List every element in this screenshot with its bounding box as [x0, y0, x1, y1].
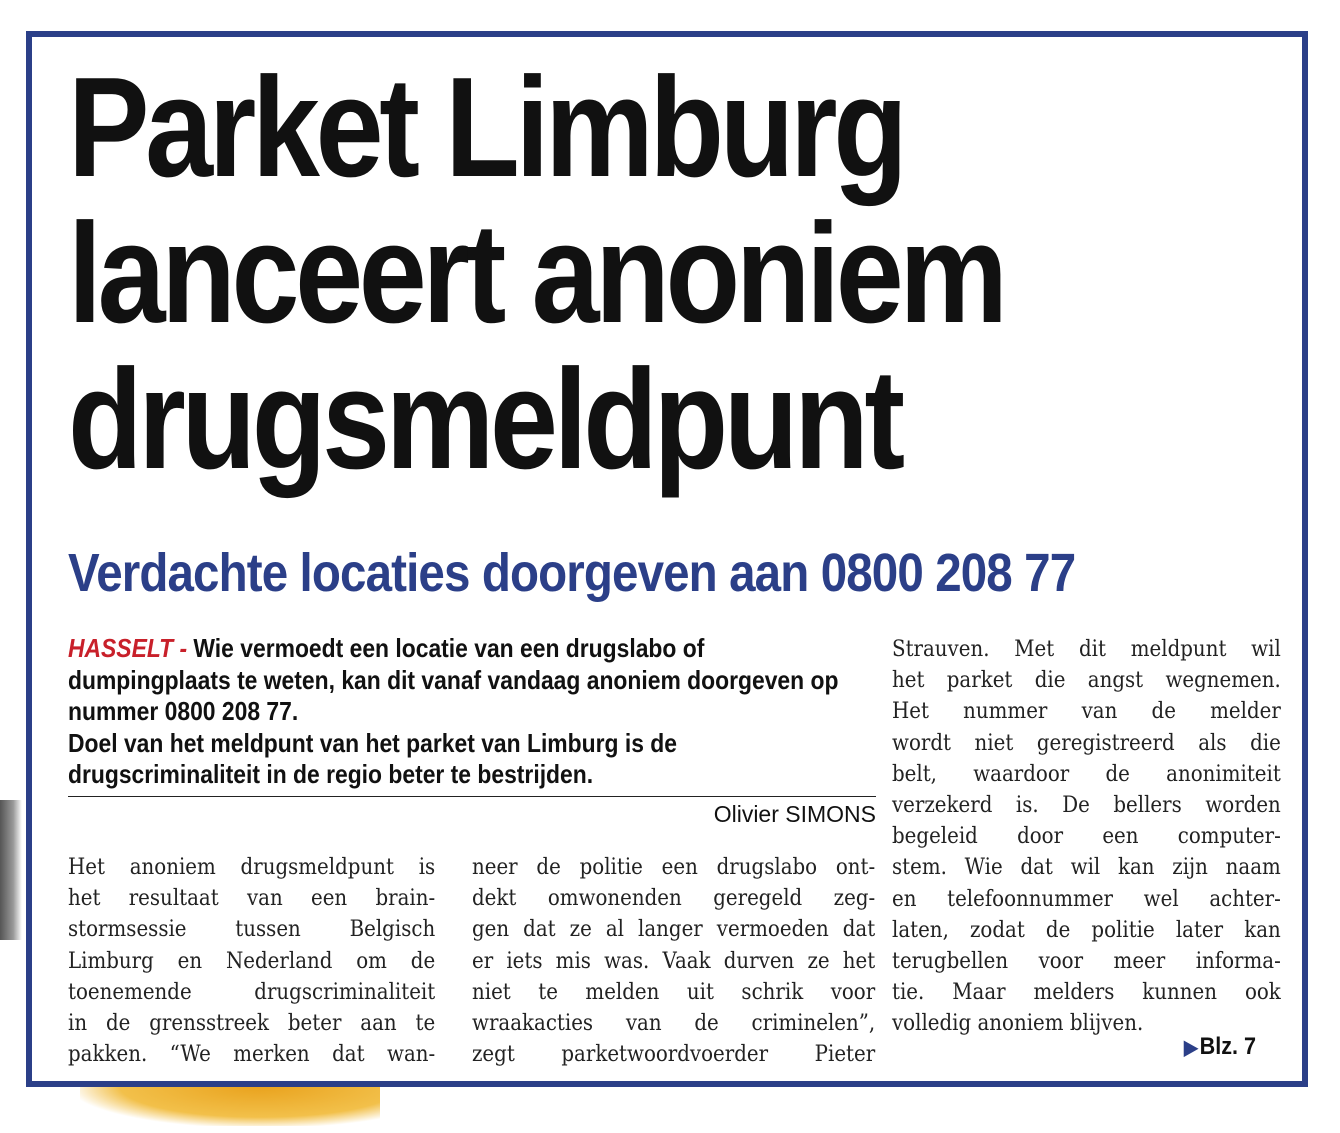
headline: [68, 48, 1004, 499]
body-line: stem. Wie dat wil kan zijn naam: [892, 855, 1281, 881]
body-line: Het anoniem drugsmeldpunt is: [68, 855, 436, 880]
body-line: en telefoonnummer wel achter-: [892, 886, 1281, 912]
body-column-2: [472, 852, 875, 1070]
body-line: pakken. “We merken dat wan-: [68, 1042, 436, 1068]
body-column-3: [892, 634, 1281, 1040]
body-line: tie. Maar melders kunnen ook: [892, 980, 1281, 1006]
triangle-right-icon: ▶: [1184, 1037, 1198, 1059]
body-line: zegt parketwoordvoerder Pieter: [472, 1042, 876, 1068]
body-line: neer de politie een drugslabo ont-: [472, 855, 876, 880]
subheadline: Verdachte locaties doorgeven aan 0800 208 77: [68, 543, 1076, 603]
body-line: wraakacties van de criminelen”,: [472, 1011, 876, 1037]
body-line: verzekerd is. De bellers worden: [892, 793, 1281, 819]
article-frame: [26, 31, 1308, 1087]
headline-line-1: Parket Limburg: [68, 48, 904, 207]
lead-paragraph: [68, 633, 869, 791]
lead-text-1: Wie vermoedt een locatie van een drugslabo of dumpingplaats te weten, kan dit vanaf vandaag anoniem doorgeven op nummer 0800 208 77.: [68, 633, 839, 726]
body-column-1: [68, 852, 435, 1070]
body-line: laten, zodat de politie later kan: [892, 917, 1281, 943]
byline: Olivier SIMONS: [713, 801, 876, 827]
body-line: in de grensstreek beter aan te: [68, 1011, 436, 1037]
body-line: wordt niet geregistreerd als die: [892, 730, 1281, 756]
body-line: het resultaat van een brain-: [68, 886, 436, 912]
cropped-photo-fragment: [80, 1086, 380, 1126]
body-line: Limburg en Nederland om de: [68, 948, 436, 974]
body-line: gen dat ze al langer vermoeden dat: [472, 917, 876, 943]
body-line: terugbellen voor meer informa-: [892, 949, 1281, 975]
body-line: toenemende drugscriminaliteit: [68, 979, 436, 1005]
dateline: HASSELT -: [68, 633, 188, 663]
headline-line-3: drugsmeldpunt: [68, 340, 901, 499]
lead-divider: [68, 796, 876, 797]
body-line: niet te melden uit schrik voor: [472, 979, 876, 1005]
body-line: volledig anoniem blijven.: [892, 1011, 1144, 1037]
body-line: dekt omwonenden geregeld zeg-: [472, 886, 876, 912]
body-line: Het nummer van de melder: [892, 699, 1281, 725]
page-reference-label: Blz. 7: [1199, 1033, 1257, 1060]
page-edge-shadow: [0, 800, 22, 940]
body-line: belt, waardoor de anonimiteit: [892, 761, 1281, 787]
body-line: begeleid door een computer-: [892, 824, 1281, 850]
body-line: het parket die angst wegnemen.: [892, 668, 1281, 694]
body-line: stormsessie tussen Belgisch: [68, 917, 436, 943]
body-line: Strauven. Met dit meldpunt wil: [892, 637, 1281, 662]
headline-line-2: lanceert anoniem: [68, 194, 1004, 353]
lead-paragraph-1: [68, 633, 869, 728]
body-line: er iets mis was. Vaak durven ze het: [472, 948, 876, 974]
page-reference: [1184, 1033, 1256, 1061]
lead-paragraph-2: Doel van het meldpunt van het parket van Limburg is de drugscriminaliteit in de regio beter te bestrijden.: [68, 727, 677, 789]
